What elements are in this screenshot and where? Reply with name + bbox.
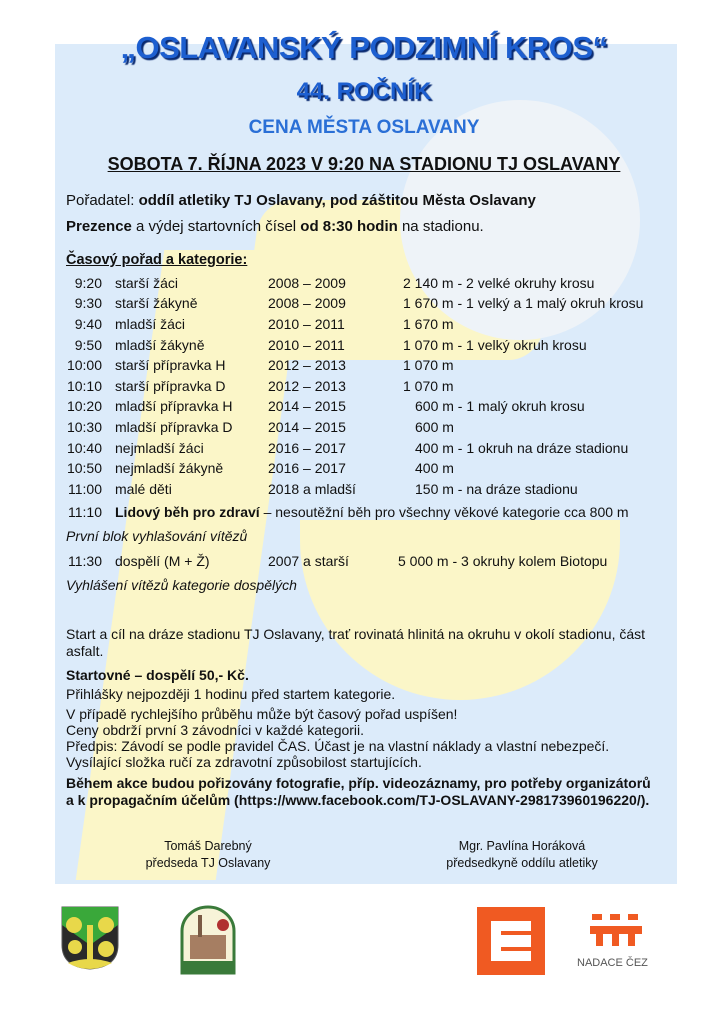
info-line: Předpis: Závodí se podle pravidel ČAS. Účast je na vlastní náklady a vlastní nebezpečí.: [66, 738, 610, 754]
time: 9:30: [74, 295, 102, 311]
nadace-cez-logo: [588, 912, 644, 948]
schedule-row: [0, 337, 728, 357]
schedule-heading: Časový pořad a kategorie:: [66, 252, 248, 268]
time: 10:00: [66, 357, 102, 373]
schedule-row: [0, 398, 728, 418]
edition: 44. ROČNÍK: [296, 78, 432, 105]
info-line: Ceny obdrží první 3 závodníci v každé kategorii.: [66, 722, 365, 738]
time: 10:50: [66, 460, 102, 476]
distance: 150 m - na dráze stadionu: [415, 481, 578, 497]
category: nejmladší žákyně: [115, 460, 224, 476]
category: dospělí (M + Ž): [115, 553, 210, 569]
years: 2014 – 2015: [268, 419, 346, 435]
nadace-cez-label: NADACE ČEZ: [577, 957, 648, 969]
schedule-row: [0, 440, 728, 460]
distance: 1 070 m - 1 velký okruh krosu: [403, 337, 587, 353]
subtitle: CENA MĚSTA OSLAVANY: [248, 117, 480, 138]
oslavany-coat-of-arms-logo: [60, 905, 120, 971]
schedule-row: [0, 275, 728, 295]
first-awards: První blok vyhlašování vítězů: [66, 528, 248, 544]
distance: 400 m - 1 okruh na dráze stadionu: [415, 440, 629, 456]
years: 2016 – 2017: [268, 460, 346, 476]
time: 9:40: [74, 316, 102, 332]
category: starší žáci: [115, 275, 179, 291]
time: 9:50: [74, 337, 102, 353]
years: 2012 – 2013: [268, 357, 346, 373]
cez-logo: [477, 907, 545, 975]
photo-notice: Během akce budou pořizovány fotografie, příp. videozáznamy, pro potřeby organizátorů: [66, 775, 651, 791]
distance: 2 140 m - 2 velké okruhy krosu: [403, 275, 595, 291]
distance: 5 000 m - 3 okruhy kolem Biotopu: [398, 553, 608, 569]
years: 2007 a starší: [268, 553, 349, 569]
time: 10:10: [66, 378, 102, 394]
category: mladší žákyně: [115, 337, 205, 353]
info-line: Vysílající složka ručí za zdravotní způsobilost startujících.: [66, 754, 422, 770]
years: 2014 – 2015: [268, 398, 346, 414]
schedule-row: [0, 357, 728, 377]
time: 10:30: [66, 419, 102, 435]
category: starší přípravka D: [115, 378, 226, 394]
years: 2012 – 2013: [268, 378, 346, 394]
category: mladší přípravka D: [115, 419, 233, 435]
event-title: „OSLAVANSKÝ PODZIMNÍ KROS“: [120, 30, 608, 65]
organizer: Pořadatel: oddíl atletiky TJ Oslavany, pod záštitou Města Oslavany: [66, 192, 536, 209]
category: mladší žáci: [115, 316, 186, 332]
distance: 600 m: [415, 419, 454, 435]
course-info: Start a cíl na dráze stadionu TJ Oslavany, trať rovinatá hlinitá na okruhu v okolí stadionu, část asfalt.: [66, 626, 646, 659]
photo-notice-link: a k propagačním účelům (https://www.facebook.com/TJ-OSLAVANY-298173960196220/).: [66, 792, 650, 808]
category: malé děti: [115, 481, 172, 497]
category: starší žákyně: [115, 295, 198, 311]
schedule-row: [0, 316, 728, 336]
distance: 1 070 m: [403, 357, 454, 373]
years: 2018 a mladší: [268, 481, 356, 497]
adult-awards: Vyhlášení vítězů kategorie dospělých: [66, 577, 297, 593]
info-line: V případě rychlejšího průběhu může být časový pořad uspíšen!: [66, 706, 458, 722]
years: 2010 – 2011: [268, 337, 345, 353]
schedule-row: [0, 419, 728, 439]
adults-row: [0, 553, 728, 573]
time: 10:20: [66, 398, 102, 414]
category: nejmladší žáci: [115, 440, 204, 456]
entry-fee: Startovné – dospělí 50,- Kč.: [66, 667, 249, 683]
schedule-row: [0, 460, 728, 480]
fun-run-row: [0, 504, 728, 524]
date-line: SOBOTA 7. ŘÍJNA 2023 V 9:20 NA STADIONU TJ OSLAVANY: [107, 154, 621, 174]
schedule-row: [0, 378, 728, 398]
years: 2008 – 2009: [268, 295, 346, 311]
schedule-row: [0, 295, 728, 315]
distance: 1 070 m: [403, 378, 454, 394]
category: mladší přípravka H: [115, 398, 233, 414]
signature-right: Mgr. Pavlína Horáková předsedkyně oddílu atletiky: [446, 839, 598, 870]
years: 2016 – 2017: [268, 440, 346, 456]
time: 11:10: [68, 504, 102, 520]
time: 9:20: [74, 275, 102, 291]
time: 11:00: [68, 481, 102, 497]
schedule-row: [0, 481, 728, 501]
years: 2010 – 2011: [268, 316, 345, 332]
distance: 400 m: [415, 460, 454, 476]
town-emblem-logo: [180, 905, 236, 975]
info-line: Přihlášky nejpozději 1 hodinu před startem kategorie.: [66, 686, 396, 702]
time: 11:30: [68, 553, 102, 569]
fun-run-text: Lidový běh pro zdraví – nesoutěžní běh pro všechny věkové kategorie cca 800 m: [115, 504, 629, 520]
distance: 1 670 m: [403, 316, 454, 332]
signature-left: Tomáš Darebný předseda TJ Oslavany: [145, 839, 271, 870]
years: 2008 – 2009: [268, 275, 346, 291]
time: 10:40: [66, 440, 102, 456]
distance: 1 670 m - 1 velký a 1 malý okruh krosu: [403, 295, 644, 311]
category: starší přípravka H: [115, 357, 226, 373]
registration: Prezence a výdej startovních čísel od 8:30 hodin na stadionu.: [66, 218, 484, 235]
distance: 600 m - 1 malý okruh krosu: [415, 398, 585, 414]
